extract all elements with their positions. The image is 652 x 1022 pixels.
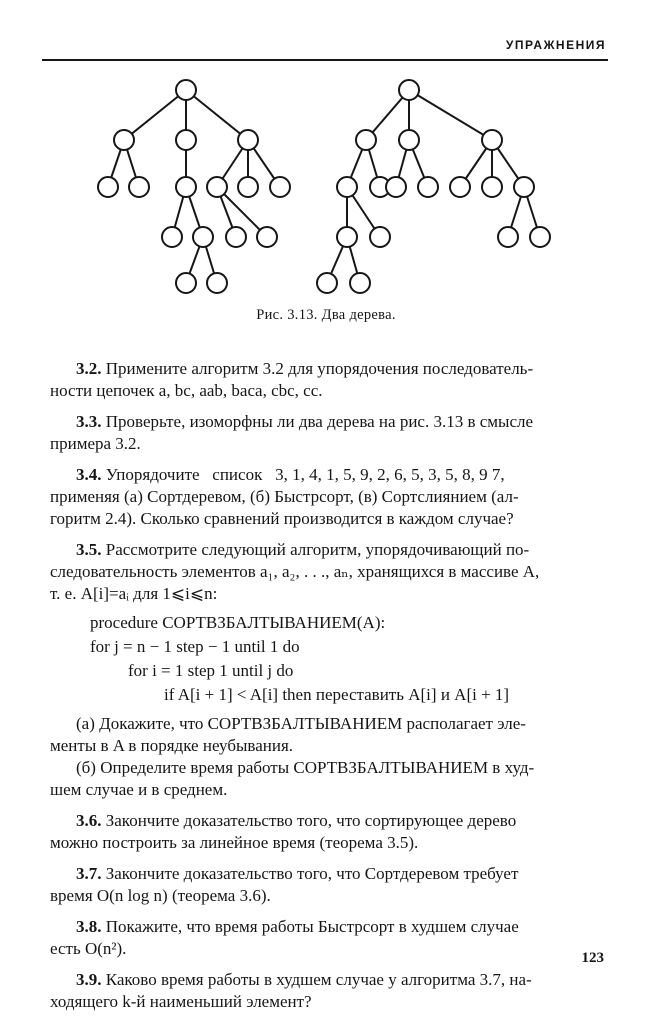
exercise-3-2 [50,358,606,402]
exercise-3-6 [50,810,606,854]
part-b [50,757,606,801]
exercise-number: 3.5. [76,540,102,559]
exercise-line: менты в A в порядке неубывания. [50,736,294,755]
exercise-line: шем случае и в среднем. [50,780,228,799]
figure-caption: Рис. 3.13. Два дерева. [256,307,396,323]
exercise-line: время O(n log n) (теорема 3.6). [50,886,271,905]
exercise-line: ходящего k-й наименьший элемент? [50,992,312,1011]
exercise-number: 3.9. [76,970,102,989]
exercise-line: Покажите, что время работы Быстрсорт в худшем случае [105,917,519,936]
exercise-line: Примените алгоритм 3.2 для упорядочения последователь- [105,359,534,378]
exercise-line: т. е. A[i]=aᵢ для 1⩽i⩽n: [50,584,218,603]
exercise-line: примера 3.2. [50,434,141,453]
exercise-line: (а) Докажите, что СОРТВЗБАЛТЫВАНИЕМ располагает эле- [76,714,526,733]
right-tree [317,80,550,293]
exercise-number: 3.3. [76,412,102,431]
exercise-number: 3.2. [76,359,102,378]
two-trees-figure [0,60,652,310]
code-block [76,611,606,707]
exercise-line: Рассмотрите следующий алгоритм, упорядочивающий по- [105,540,530,559]
exercise-line: применяя (а) Сортдеревом, (б) Быстрсорт, (в) Сортслиянием (ал- [50,487,519,506]
exercise-line: есть O(n²). [50,939,127,958]
part-a [50,713,606,757]
exercise-line: Каково время работы в худшем случае у алгоритма 3.7, на- [105,970,532,989]
code-line: procedure СОРТВЗБАЛТЫВАНИЕМ(A): [90,613,386,632]
exercise-line: ности цепочек a, bc, aab, baca, cbc, cc. [50,381,323,400]
left-tree [98,80,290,293]
exercise-3-4 [50,464,606,530]
code-line: for j = n − 1 step − 1 until 1 do [90,637,300,656]
exercise-3-3 [50,411,606,455]
exercise-line: Упорядочите список 3, 1, 4, 1, 5, 9, 2, 6, 5, 3, 5, 8, 9 7, [105,465,505,484]
exercise-number: 3.7. [76,864,102,883]
exercise-line: Проверьте, изоморфны ли два дерева на рис. 3.13 в смысле [105,412,534,431]
exercise-number: 3.8. [76,917,102,936]
running-header: УПРАЖНЕНИЯ [505,38,606,52]
exercise-3-8 [50,916,606,960]
exercise-line: Закончите доказательство того, что Сортдеревом требует [105,864,519,883]
exercise-number: 3.6. [76,811,102,830]
exercise-line: горитм 2.4). Сколько сравнений производится в каждом случае? [50,509,514,528]
exercise-line: Закончите доказательство того, что сортирующее дерево [105,811,517,830]
exercise-line: следовательность элементов a₁, a₂, . . ., aₙ, хранящихся в массиве A, [50,562,540,581]
exercise-3-9 [50,969,606,1013]
exercise-number: 3.4. [76,465,102,484]
exercise-line: (б) Определите время работы СОРТВЗБАЛТЫВАНИЕМ в худ- [76,758,535,777]
exercise-3-5 [50,539,606,801]
code-line: if A[i + 1] < A[i] then переставить A[i] и A[i + 1] [164,685,510,704]
exercise-line: можно построить за линейное время (теорема 3.5). [50,833,419,852]
page-number: 123 [581,950,604,966]
exercise-text [50,358,606,1022]
exercise-3-7 [50,863,606,907]
code-line: for i = 1 step 1 until j do [128,661,294,680]
